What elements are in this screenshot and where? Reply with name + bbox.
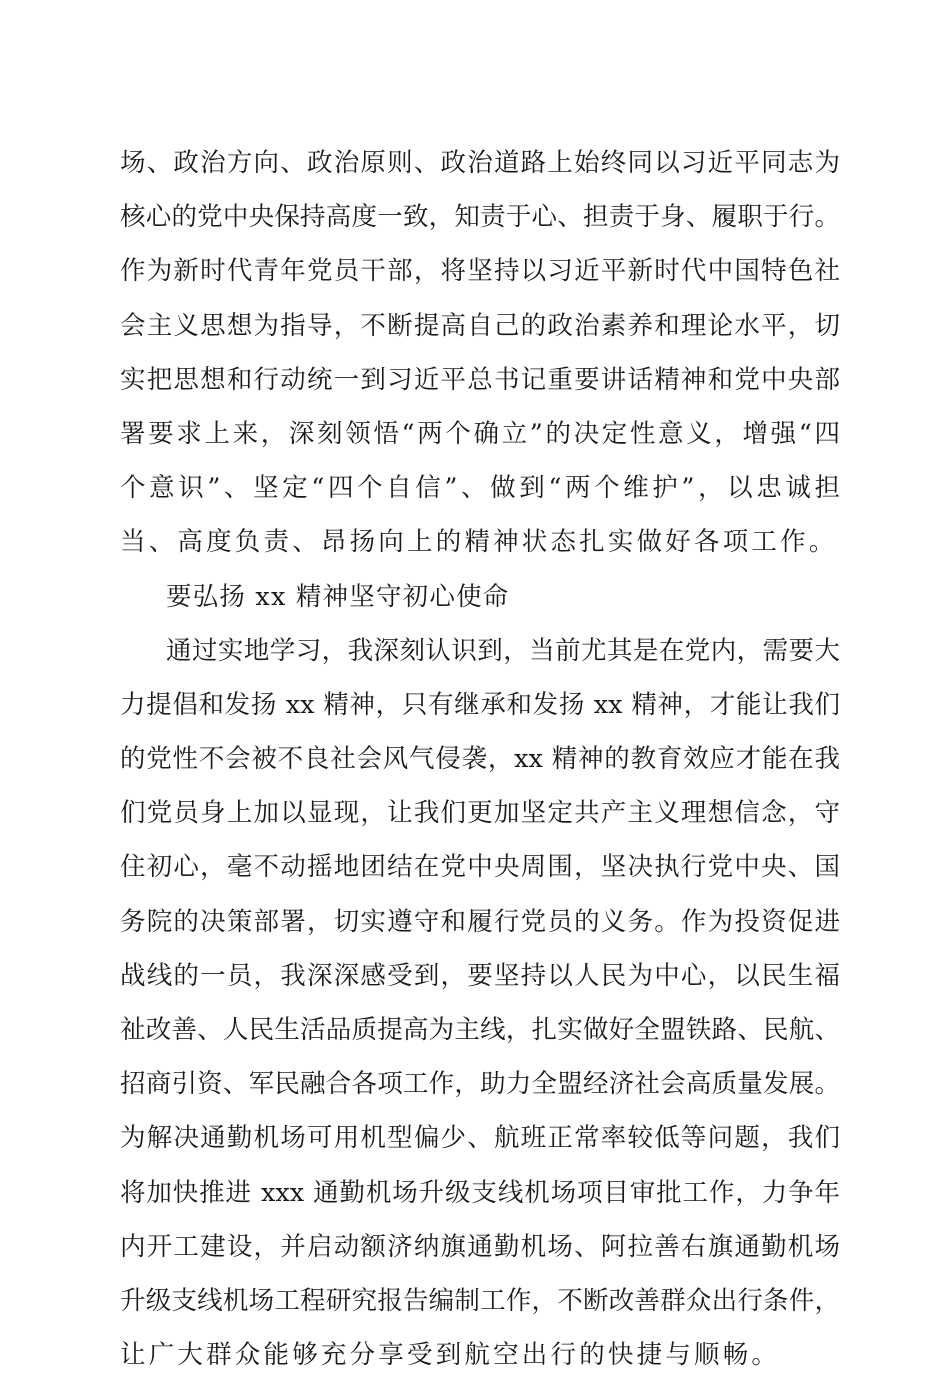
text-line: 个意识”、坚定“四个自信”、做到“两个维护”，以忠诚担 xyxy=(120,473,840,504)
paragraph-1 xyxy=(120,136,840,570)
text-line: 务院的决策部署，切实遵守和履行党员的义务。作为投资促进 xyxy=(120,906,840,937)
text-line: 作为新时代青年党员干部，将坚持以习近平新时代中国特色社 xyxy=(120,256,840,287)
text-line-last: 当、高度负责、昂扬向上的精神状态扎实做好各项工作。 xyxy=(120,527,838,558)
text-line-last: 让广大群众能够充分享受到航空出行的快捷与顺畅。 xyxy=(120,1340,781,1371)
text-line: 升级支线机场工程研究报告编制工作，不断改善群众出行条件， xyxy=(120,1285,840,1316)
text-line: 署要求上来，深刻领悟“两个确立”的决定性意义，增强“四 xyxy=(120,418,840,449)
document-body xyxy=(120,136,840,1382)
text-line: 为解决通勤机场可用机型偏少、航班正常率较低等问题，我们 xyxy=(120,1123,840,1154)
text-line: 们党员身上加以显现，让我们更加坚定共产主义理想信念，守 xyxy=(120,798,840,829)
text-line: 住初心，毫不动摇地团结在党中央周围，坚决执行党中央、国 xyxy=(120,852,840,883)
text-line: 实把思想和行动统一到习近平总书记重要讲话精神和党中央部 xyxy=(120,364,840,395)
text-line: 祉改善、人民生活品质提高为主线，扎实做好全盟铁路、民航、 xyxy=(120,1015,840,1045)
text-line: 场、政治方向、政治原则、政治道路上始终同以习近平同志为 xyxy=(120,148,840,178)
text-line: 力提倡和发扬 xx 精神，只有继承和发扬 xx 精神，才能让我们 xyxy=(120,689,840,720)
text-line: 内开工建设，并启动额济纳旗通勤机场、阿拉善右旗通勤机场 xyxy=(120,1231,840,1262)
text-line: 的党性不会被不良社会风气侵袭，xx 精神的教育效应才能在我 xyxy=(120,744,840,775)
text-line: 将加快推进 xxx 通勤机场升级支线机场项目审批工作，力争年 xyxy=(120,1177,840,1208)
section-heading: 要弘扬 xx 精神坚守初心使命 xyxy=(166,581,510,612)
text-line-first: 通过实地学习，我深刻认识到，当前尤其是在党内，需要大 xyxy=(166,635,840,666)
text-line: 核心的党中央保持高度一致，知责于心、担责于身、履职于行。 xyxy=(120,202,840,233)
paragraph-2 xyxy=(120,624,840,1382)
text-line: 会主义思想为指导，不断提高自己的政治素养和理论水平，切 xyxy=(120,310,840,341)
text-line: 战线的一员，我深深感受到，要坚持以人民为中心，以民生福 xyxy=(120,960,840,991)
text-line: 招商引资、军民融合各项工作，助力全盟经济社会高质量发展。 xyxy=(120,1069,840,1100)
